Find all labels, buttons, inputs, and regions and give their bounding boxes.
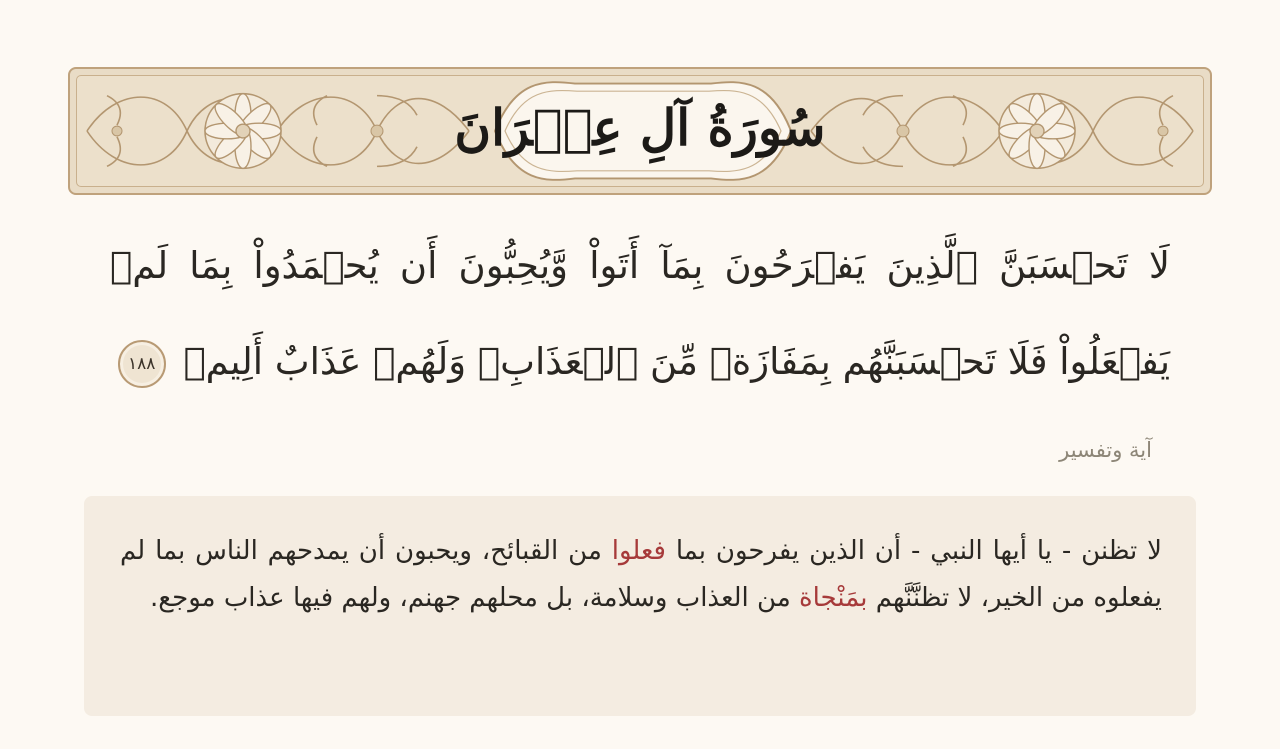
section-label: آية وتفسير [1059, 438, 1152, 462]
banner-frame [76, 75, 1204, 187]
tafsir-segment: من العذاب وسلامة، بل محلهم جهنم، ولهم فيها عذاب موجع. [150, 583, 800, 613]
ayah-number-marker: ١٨٨ [118, 340, 166, 388]
tafsir-highlight-word[interactable]: فعلوا [611, 536, 666, 566]
verse-text: لَا تَحۡسَبَنَّ ٱلَّذِينَ يَفۡرَحُونَ بِمَآ أَتَواْ وَّيُحِبُّونَ أَن يُحۡمَدُواْ بِمَا لَمۡ يَفۡعَلُواْ فَلَا تَحۡسَبَنَّهُم بِمَفَازَةٖ مِّنَ ٱلۡعَذَابِۖ وَلَهُمۡ عَذَابٌ أَلِيمٞ [110, 244, 1170, 383]
surah-header-banner [68, 67, 1212, 195]
quran-verse[interactable] [110, 218, 1170, 410]
tafsir-highlight-word[interactable]: بمَنْجاة [799, 583, 868, 613]
tafsir-text[interactable] [120, 528, 1162, 622]
tafsir-segment: لا تظنن - يا أيها النبي - أن الذين يفرحون بما [665, 536, 1162, 566]
tafsir-panel [84, 496, 1196, 716]
tafsir-segment: من القبائح، ويحبون أن يمدحهم الناس بما لم يفعلوه من الخير، لا تظنَّنَّهم [120, 536, 1162, 613]
surah-title: سُورَةُ آلِ عِمۡرَانَ [454, 98, 826, 157]
